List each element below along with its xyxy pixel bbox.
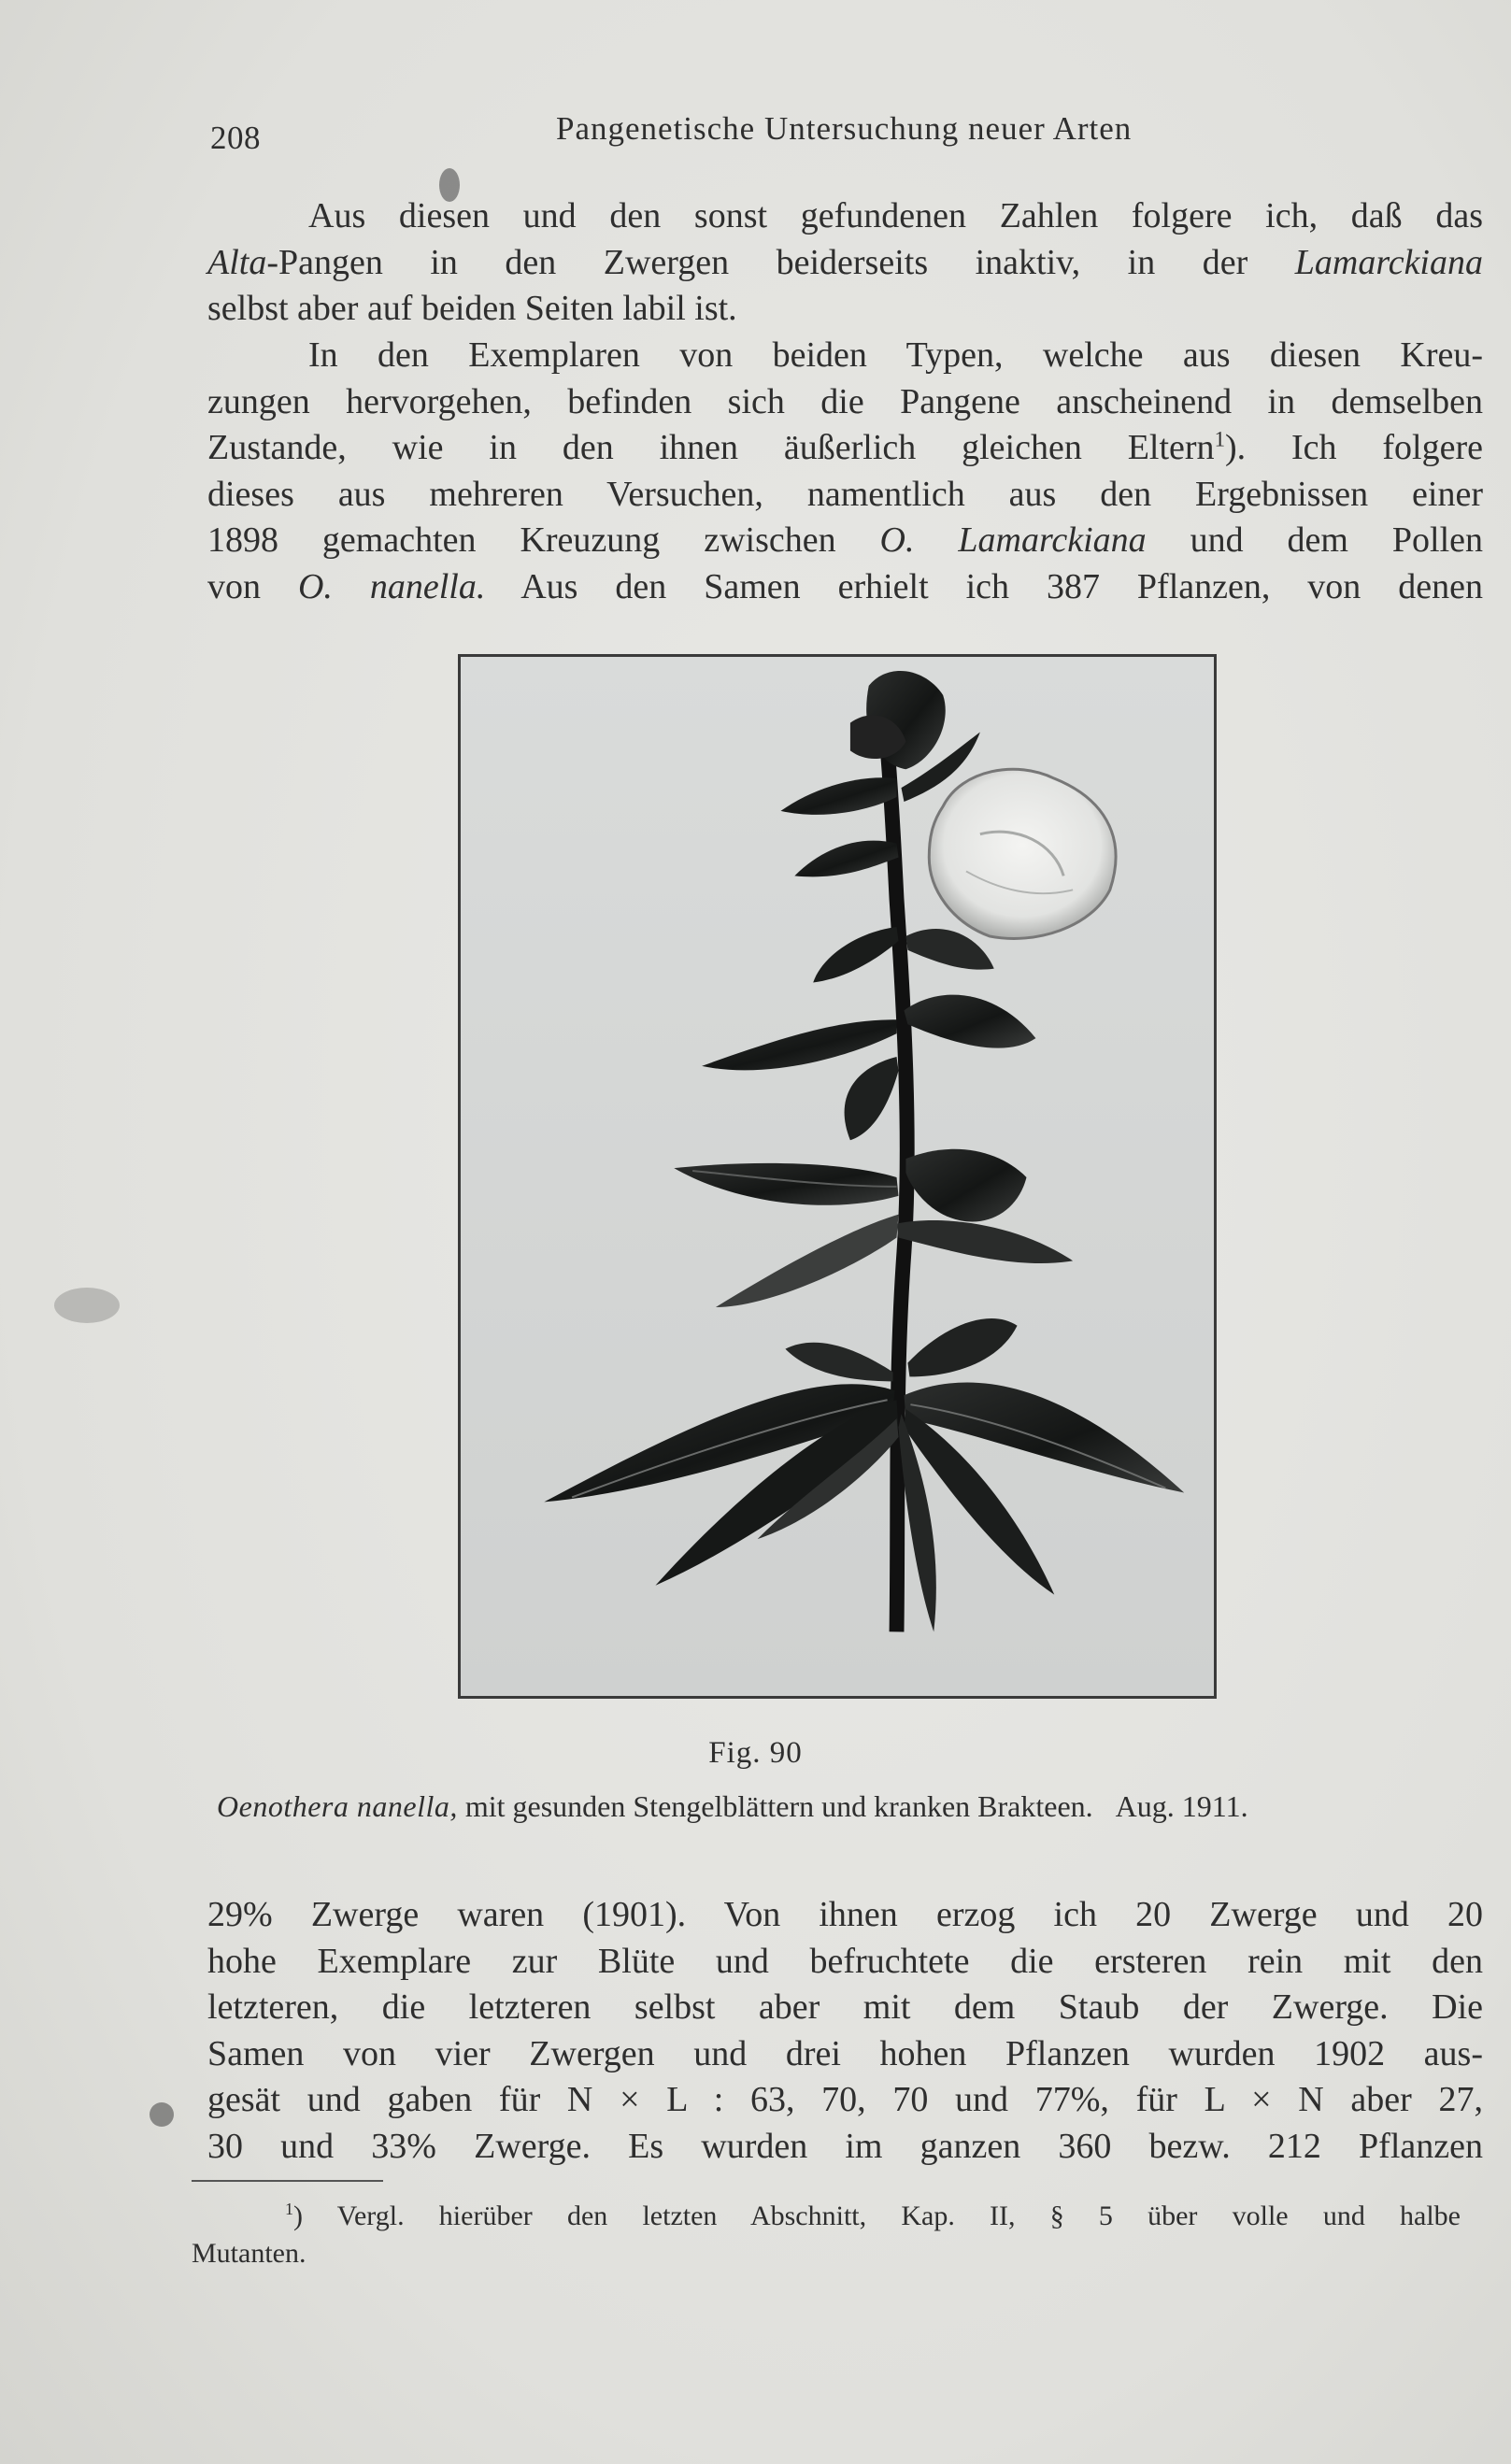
text-line: 29% Zwerge waren (1901). Von ihnen erzog ich 20 Zwerge und 20 [207,1895,1483,1934]
caption-species: Oenothera nanella, [217,1789,458,1823]
text-line: Samen von vier Zwergen und drei hohen Pflanzen wurden 1902 aus- [207,2033,1483,2073]
text-line: letzteren, die letzteren selbst aber mit dem Staub der Zwerge. Die [207,1987,1483,2027]
caption-text: mit gesunden Stengelblättern und kranken Brakteen. [457,1789,1093,1823]
text-line: von O. nanella. Aus den Samen erhielt ich 387 Pflanzen, von denen [207,566,1483,606]
figure-photo [458,654,1217,1699]
text-line: In den Exemplaren von beiden Typen, welche aus diesen Kreu- [308,335,1483,375]
text-line: 1898 gemachten Kreuzung zwischen O. Lamarckiana und dem Pollen [207,520,1483,560]
text-line: Zustande, wie in den ihnen äußerlich gleichen Eltern$^1$). Ich folgere [207,427,1483,467]
text-line: hohe Exemplare zur Blüte und befruchtete die ersteren rein mit den [207,1941,1483,1981]
text-line: gesät und gaben für N × L : 63, 70, 70 und 77%, für L × N aber 27, [207,2080,1483,2119]
caption-date: Aug. 1911. [1115,1789,1248,1823]
text-line: zungen hervorgehen, befinden sich die Pangene anscheinend in demselben [207,381,1483,421]
footnote-divider [192,2180,383,2182]
plant-photo-illustration [461,657,1214,1696]
footnote-number: 1 [285,2200,293,2218]
paragraph-2 [207,333,1483,610]
text-line: selbst aber auf beiden Seiten labil ist. [207,289,737,328]
paragraph-1 [207,193,1483,333]
page-number: 208 [210,120,261,156]
footnote-line: $^1$) Vergl. hierüber den letzten Abschnitt, Kap. II, § 5 über volle und halbe [285,2200,1461,2231]
figure-label: Fig. 90 [708,1736,803,1770]
text-line: dieses aus mehreren Versuchen, namentlich aus den Ergebnissen einer [207,474,1483,514]
running-head: Pangenetische Untersuchung neuer Arten [556,110,1133,147]
footnote-line: Mutanten. [192,2238,306,2269]
footnote-marker[interactable]: 1 [1214,427,1225,451]
text-line: Alta-Pangen in den Zwergen beiderseits inaktiv, in der Lamarckiana [207,242,1483,282]
ink-smudge [54,1288,120,1323]
paragraph-3 [207,1892,1483,2170]
figure-caption [217,1789,1450,1824]
footnote [192,2198,1461,2272]
page-header [210,110,1481,157]
ink-smudge [150,2102,174,2127]
text-line: Aus diesen und den sonst gefundenen Zahlen folgere ich, daß das [308,196,1483,235]
text-line: 30 und 33% Zwerge. Es wurden im ganzen 360 bezw. 212 Pflanzen [207,2126,1483,2166]
